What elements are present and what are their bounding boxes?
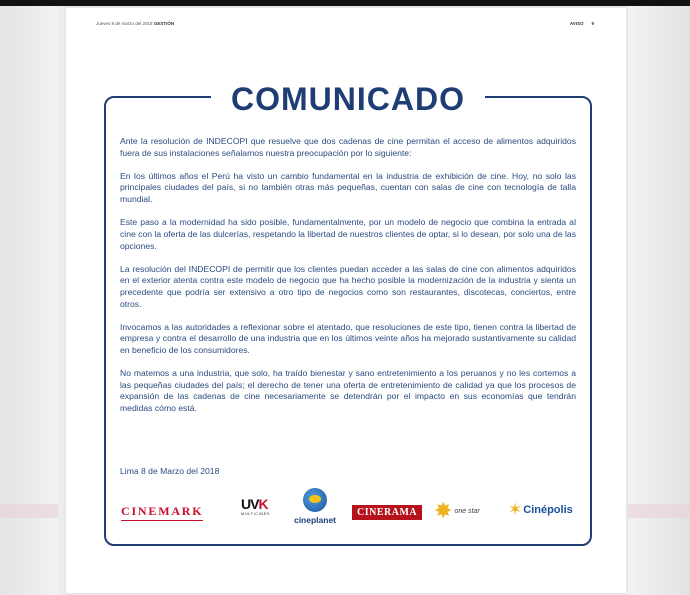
header-page-number: 9 <box>591 21 594 26</box>
header-publication: GESTIÓN <box>153 21 175 26</box>
newspaper-page <box>66 8 626 593</box>
cineplanet-logo-text: cineplanet <box>293 515 337 525</box>
uvk-logo-mark-b: K <box>258 496 268 512</box>
onestar-logo-text: one star <box>454 507 480 515</box>
cinepolis-logo-text: Cinépolis <box>523 503 573 516</box>
top-bar <box>0 0 690 6</box>
onestar-logo <box>434 500 480 522</box>
star-icon: ✸ <box>434 498 453 523</box>
cinerama-logo: CINERAMA <box>352 505 422 520</box>
paragraph: No matemos a una industria, que solo, ha traído bienestar y sano entretenimiento a los peruanos y no les cortemos a las pequeñas ciudades del país; el derecho de tener una oferta de entretenimiento de calidad ya que los procesos de expansión de las cadenas de cine necesariamente se detendrán por el impacto en sus economías que tendrán medidas cómo está. <box>120 368 576 414</box>
header-date <box>96 21 174 26</box>
uvk-logo-subtitle: MULTICINES <box>241 511 270 516</box>
paragraph: En los últimos años el Perú ha visto un cambio fundamental en la industria de exhibición de cine. Hoy, no solo las principales ciudades del país, si no también otras más pequeñas, cuentan con salas de cine con tecnología de talla mundial. <box>120 170 576 205</box>
background-right <box>628 6 690 595</box>
cinepolis-logo <box>508 501 573 518</box>
announcement-title: COMUNICADO <box>211 79 485 119</box>
announcement-body <box>120 136 576 426</box>
sponsor-logos <box>116 486 586 532</box>
paragraph: La resolución del INDECOPI de permitir que los clientes puedan acceder a las salas de cine con alimentos adquiridos en el exterior atenta contra este modelo de negocio que ha hecho posible la modernización de la industria y sienta un precedente que podría ser extensivo a otro tipo de negocios como son restaurantes, discotecas, conciertos, entre otros. <box>120 263 576 309</box>
signoff-date: Lima 8 de Marzo del 2018 <box>120 466 220 476</box>
header-date-text: Jueves 8 de marzo del 2018 <box>96 21 153 26</box>
cineplanet-logo <box>290 488 340 532</box>
paragraph: Invocamos a las autoridades a reflexionar sobre el atentado, que resoluciones de este tipo, tienen contra la libertad de empresa y contra el desarrollo de una industria que en los últimos veinte años ha mejorado sustantivamente su calidad en beneficio de los consumidores. <box>120 321 576 356</box>
header-section <box>562 21 594 26</box>
background-smudge <box>0 504 58 518</box>
paragraph: Este paso a la modernidad ha sido posible, fundamentalmente, por un modelo de negocio que combina la entrada al cine con la oferta de las dulcerías, respetando la libertad de nuestros clientes de optar, si lo desean, por solo una de las opciones. <box>120 217 576 251</box>
uvk-logo-mark <box>241 497 275 511</box>
paragraph: Ante la resolución de INDECOPI que resuelve que dos cadenas de cine permitan el acceso de alimentos adquiridos fuera de sus instalaciones señalamos nuestra preocupación por lo siguiente: <box>120 136 576 158</box>
header-section-label: AVISO <box>569 21 584 26</box>
page-header <box>66 21 626 31</box>
uvk-logo <box>241 497 275 523</box>
cinemark-logo: CINEMARK <box>121 504 203 521</box>
background-left <box>0 6 58 595</box>
uvk-logo-mark-a: UV <box>241 496 259 512</box>
star-icon: ✶ <box>508 500 523 519</box>
background-smudge <box>628 504 690 518</box>
globe-icon <box>303 488 327 512</box>
